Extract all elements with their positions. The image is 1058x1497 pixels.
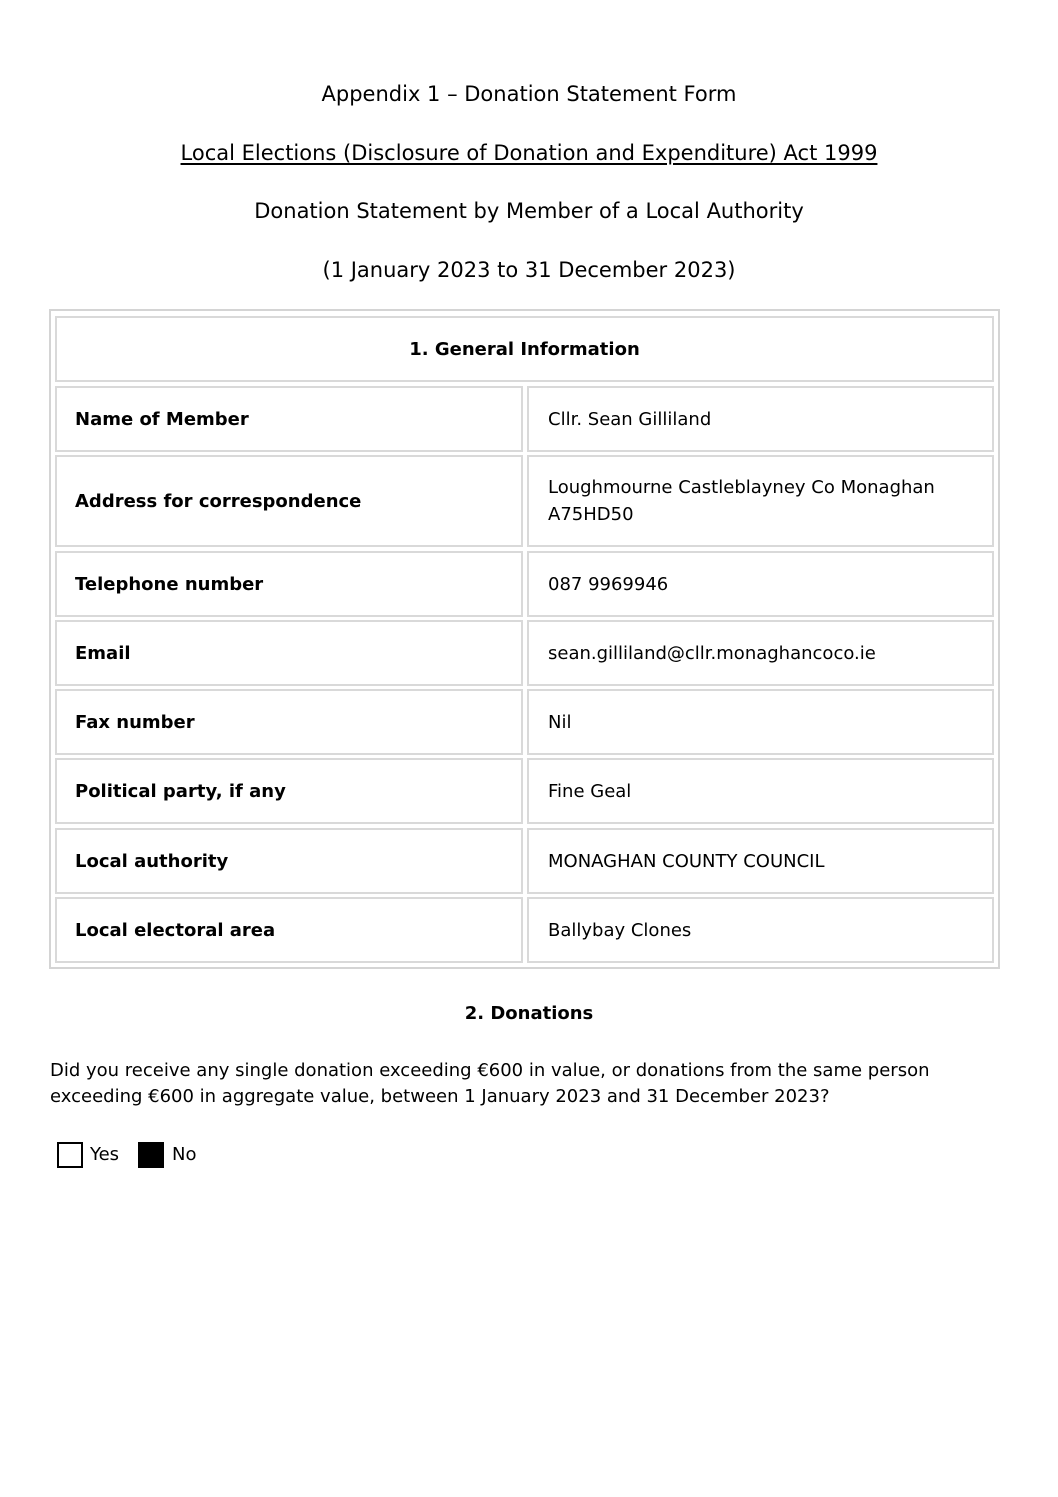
yes-checkbox[interactable] [57,1142,83,1168]
no-label: No [172,1144,197,1165]
form-title: Appendix 1 – Donation Statement Form [321,82,737,106]
email-value: sean.gilliland@cllr.monaghancoco.ie [527,620,994,686]
address-value: Loughmourne Castleblayney Co Monaghan A75HD50 [527,455,994,547]
fax-value: Nil [527,689,994,755]
fax-label: Fax number [55,689,523,755]
donation-question: Did you receive any single donation exceeding €600 in value, or donations from the same person exceeding €600 in aggregate value, between 1 January 2023 and 31 December 2023? [50,1060,930,1107]
member-name-value: Cllr. Sean Gilliland [527,386,994,452]
political-party-value: Fine Geal [527,758,994,824]
no-checkbox[interactable] [138,1142,164,1168]
statement-subtitle: Donation Statement by Member of a Local Authority [254,199,804,223]
local-authority-value: MONAGHAN COUNTY COUNCIL [527,828,994,894]
telephone-value: 087 9969946 [527,551,994,617]
electoral-area-label: Local electoral area [55,897,523,963]
yes-label: Yes [90,1144,120,1165]
email-label: Email [55,620,523,686]
member-name-label: Name of Member [55,386,523,452]
general-information-table [49,309,1000,969]
general-information-heading: 1. General Information [55,316,994,382]
electoral-area-value: Ballybay Clones [527,897,994,963]
act-title: Local Elections (Disclosure of Donation and Expenditure) Act 1999 [180,141,878,165]
reporting-period: (1 January 2023 to 31 December 2023) [322,258,736,282]
donations-heading: 2. Donations [464,1003,594,1024]
political-party-label: Political party, if any [55,758,523,824]
telephone-label: Telephone number [55,551,523,617]
address-label: Address for correspondence [55,455,523,547]
local-authority-label: Local authority [55,828,523,894]
